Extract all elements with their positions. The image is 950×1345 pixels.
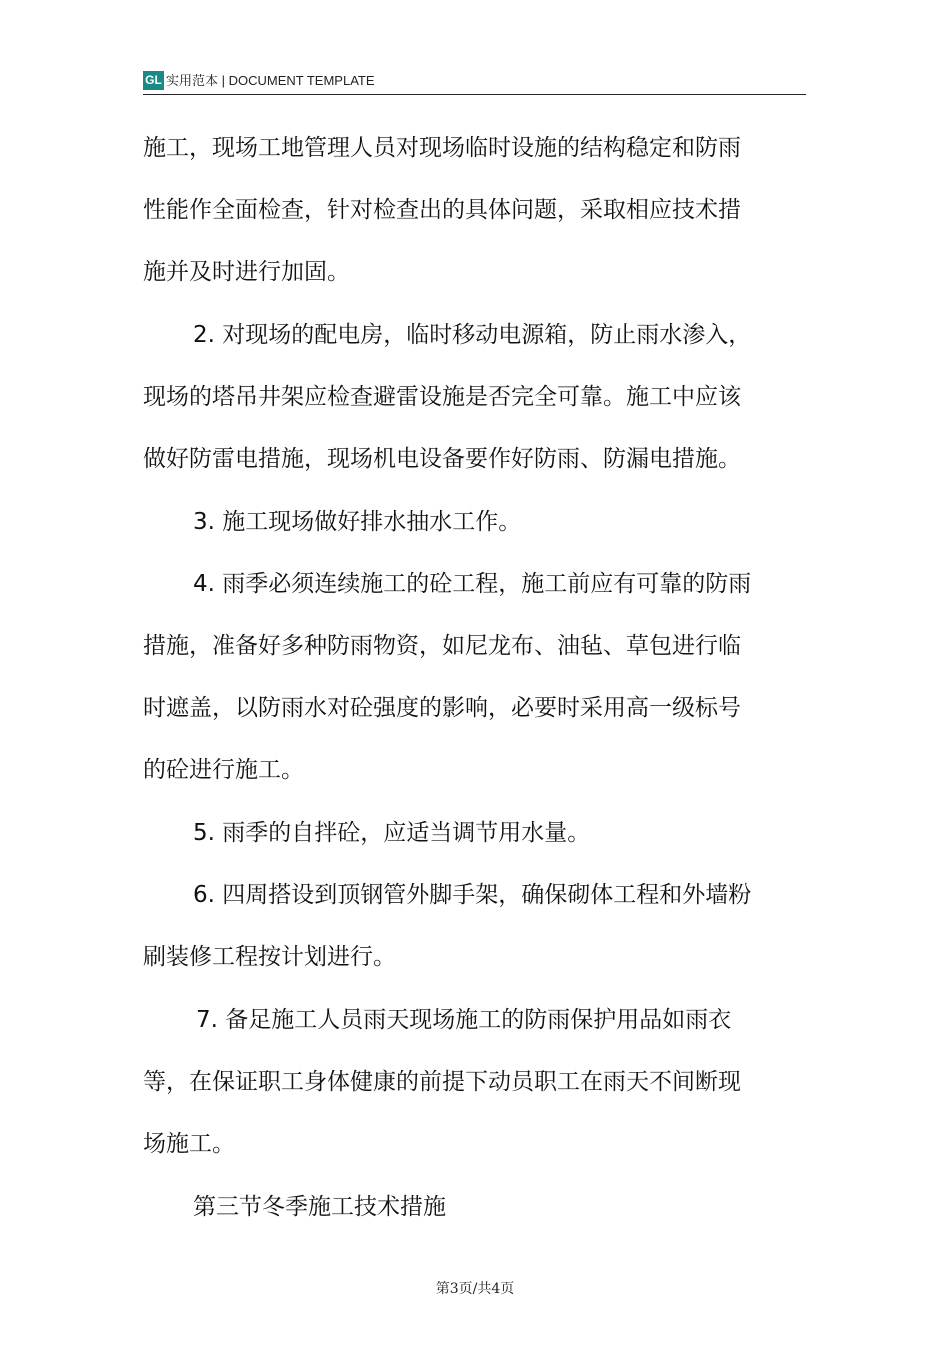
paragraph-line: 场施工。 bbox=[143, 1131, 235, 1157]
list-item-7-line: 7. 备足施工人员雨天现场施工的防雨保护用品如雨衣 bbox=[196, 1007, 732, 1033]
page-header bbox=[143, 68, 806, 95]
header-title: 实用范本 | DOCUMENT TEMPLATE bbox=[166, 73, 375, 88]
section-heading: 第三节冬季施工技术措施 bbox=[193, 1194, 446, 1220]
paragraph-line: 施工，现场工地管理人员对现场临时设施的结构稳定和防雨 bbox=[143, 135, 741, 161]
paragraph-line: 性能作全面检查，针对检查出的具体问题，采取相应技术措 bbox=[143, 197, 741, 223]
list-item-2-line: 2. 对现场的配电房，临时移动电源箱，防止雨水渗入， bbox=[193, 322, 752, 348]
list-item-6-line: 6. 四周搭设到顶钢管外脚手架，确保砌体工程和外墙粉 bbox=[193, 882, 752, 908]
paragraph-line: 措施，准备好多种防雨物资，如尼龙布、油毡、草包进行临 bbox=[143, 633, 741, 659]
list-item-3-line: 3. 施工现场做好排水抽水工作。 bbox=[193, 509, 522, 535]
page-number: 第3页/共4页 bbox=[435, 1281, 515, 1297]
list-item-5-line: 5. 雨季的自拌砼，应适当调节用水量。 bbox=[193, 820, 591, 846]
paragraph-line: 施并及时进行加固。 bbox=[143, 259, 350, 285]
gl-logo: GL bbox=[143, 71, 164, 90]
list-item-4-line: 4. 雨季必须连续施工的砼工程，施工前应有可靠的防雨 bbox=[193, 571, 752, 597]
paragraph-line: 现场的塔吊井架应检查避雷设施是否完全可靠。施工中应该 bbox=[143, 384, 741, 410]
paragraph-line: 刷装修工程按计划进行。 bbox=[143, 944, 396, 970]
paragraph-line: 做好防雷电措施，现场机电设备要作好防雨、防漏电措施。 bbox=[143, 446, 741, 472]
paragraph-line: 的砼进行施工。 bbox=[143, 757, 304, 783]
paragraph-line: 等，在保证职工身体健康的前提下动员职工在雨天不间断现 bbox=[143, 1069, 741, 1095]
paragraph-line: 时遮盖，以防雨水对砼强度的影响，必要时采用高一级标号 bbox=[143, 695, 741, 721]
